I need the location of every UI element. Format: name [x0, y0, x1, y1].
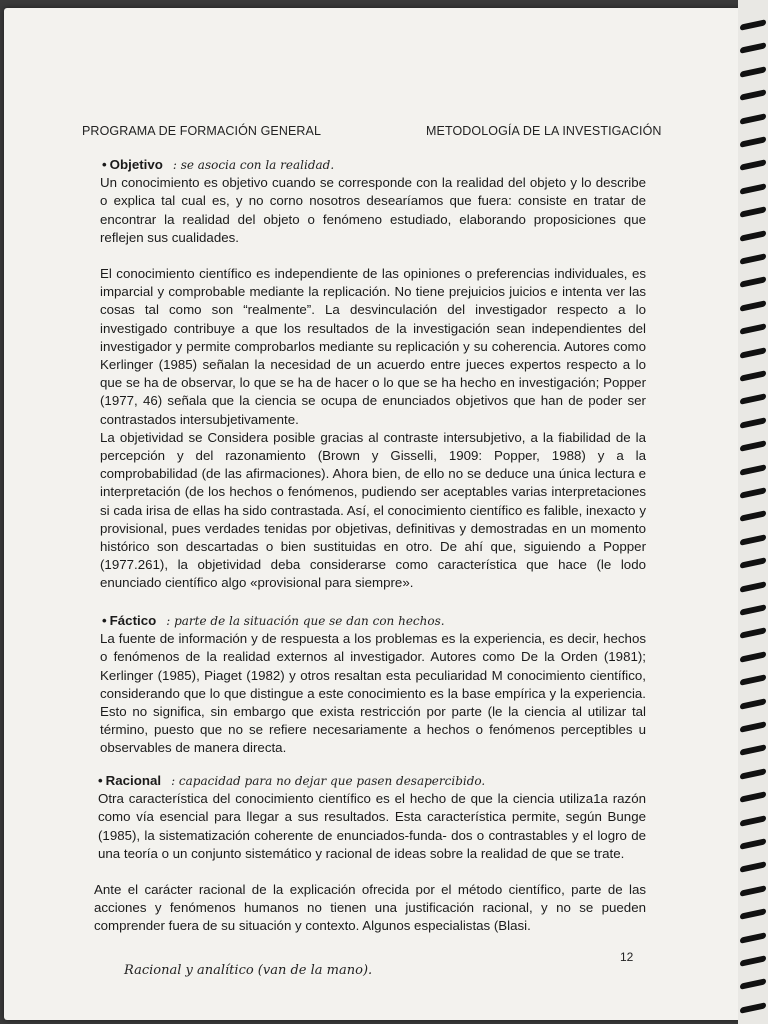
paragraph-racional-1: Otra característica del conocimiento científico es el hecho de que la ciencia utiliza1a razón como vía esencial para llegar a sus resultados. Esta característica permite, según Bunge (1985), la sistematización coherente de enunciados-funda- dos o contrastables y el logro de una teoría o un conjunto sistemático y racional de ideas sobre la realidad de que se trate. — [98, 791, 646, 861]
spiral-coil — [740, 347, 766, 359]
spiral-coil — [740, 160, 766, 172]
spiral-coil — [740, 206, 766, 218]
spiral-coil — [740, 464, 766, 476]
spiral-coil — [740, 277, 766, 289]
spiral-coil — [740, 417, 766, 429]
heading-objetivo: Objetivo — [109, 157, 163, 172]
handwritten-note-factico: : parte de la situación que se dan con hechos. — [166, 614, 445, 628]
spiral-coil — [740, 370, 766, 382]
spiral-coil — [740, 89, 766, 101]
spiral-coil — [740, 932, 766, 944]
spiral-coil — [740, 721, 766, 733]
spiral-coil — [740, 511, 766, 523]
spiral-coil — [740, 230, 766, 242]
spiral-coil — [740, 628, 766, 640]
section-racional — [94, 772, 646, 936]
header-subject: METODOLOGÍA DE LA INVESTIGACIÓN — [426, 124, 662, 138]
paragraph-factico-1: La fuente de información y de respuesta a los problemas es la experiencia, es decir, hechos o fenómenos de la realidad externos al investigador. Autores como De la Orden (1981); Kerlinger (1985), Piaget (1982) y otros resaltan esta peculiaridad M conocimiento científico, considerando que lo que distingue a este conocimiento es la base empírica y la experiencia. Esto no significa, sin embargo que exista restricción por parte (le la ciencia al utilizar tal término, puesto que no se refiere necesariamente a hechos o fenómenos perceptibles u observables de manera directa. — [100, 631, 646, 756]
spiral-coil — [740, 394, 766, 406]
spiral-coil — [740, 698, 766, 710]
spiral-coil — [740, 581, 766, 593]
spiral-coil — [740, 300, 766, 312]
spiral-coil — [740, 557, 766, 569]
spiral-coil — [740, 136, 766, 148]
paragraph-objetivo-3: La objetividad se Considera posible gracias al contraste intersubjetivo, a la fiabilidad de la percepción y del razonamiento (Brown y Gisselli, 1909: Popper, 1988) y a la comprobabilidad (de las afirmaciones). Ahora bien, de ello no se deduce una única lectura e interpretación (de los hechos o fenómenos, pudiendo ser aceptables varias interpretaciones si cada irisa de ellas ha sido contrastada. Así, el conocimiento científico es falible, inexacto y provisional, pues verdades tenidas por objetivas, definitivas y demostradas en un momento histórico son descartadas o bien sustituidas en otro. De ahí que, siguiendo a Popper (1977.261), la objetividad deba considerarse como característica que hace (le lodo enunciado científico algo «provisional para siempre». — [100, 429, 646, 591]
section-objetivo — [100, 156, 646, 593]
spiral-coil — [740, 604, 766, 616]
heading-racional: Racional — [105, 773, 162, 788]
paragraph-racional-2: Ante el carácter racional de la explicación ofrecida por el método científico, parte de las acciones y fenómenos humanos no tienen una justificación racional, y no se pueden comprender fuera de su situación y contexto. Algunos especialistas (Blasi. — [94, 882, 646, 934]
spiral-coil — [740, 979, 766, 991]
section-factico — [100, 612, 646, 758]
spiral-coil — [740, 908, 766, 920]
spiral-coil — [740, 19, 766, 31]
handwritten-note-objetivo: : se asocia con la realidad. — [172, 158, 335, 172]
spiral-coil — [740, 113, 766, 125]
handwritten-footer-note: Racional y analítico (van de la mano). — [124, 963, 373, 978]
spiral-coil — [740, 487, 766, 499]
spiral-coil — [740, 838, 766, 850]
spiral-coil — [740, 534, 766, 546]
spiral-coil — [740, 955, 766, 967]
spiral-coil — [740, 885, 766, 897]
spiral-coil — [740, 253, 766, 265]
spiral-coil — [740, 440, 766, 452]
spiral-coil — [740, 43, 766, 55]
spiral-coil — [740, 674, 766, 686]
page-number: 12 — [620, 950, 634, 964]
spiral-coil — [740, 815, 766, 827]
spiral-coil — [740, 862, 766, 874]
bullet-factico: • — [102, 613, 107, 628]
spiral-coil — [740, 1002, 766, 1014]
spiral-coil — [740, 183, 766, 195]
spiral-coil — [740, 791, 766, 803]
spiral-coil — [740, 651, 766, 663]
paragraph-objetivo-2: El conocimiento científico es independiente de las opiniones o preferencias individuales, es imparcial y comprobable mediante la replicación. No tiene prejuicios juicios e intenta ver las cosas tal como son “realmente”. La desvinculación del investigador respecto a lo investigado contribuye a que los resultados de la investigación sean independientes del investigador y permite comprobarlos mediante su replicación y su coherencia. Autores como Kerlinger (1985) señalan la necesidad de un acuerdo entre jueces expertos respecto a lo que se ha de observar, lo que se ha de hacer o lo que se ha hecho en investigación; Popper (1977, 46) señala que la ciencia se ocupa de enunciados objetivos que han de poder ser contrastados intersubjetivamente. — [100, 266, 646, 427]
heading-factico: Fáctico — [109, 613, 157, 628]
spiral-coil — [740, 66, 766, 78]
spiral-coil — [740, 768, 766, 780]
spiral-coil — [740, 323, 766, 335]
handwritten-note-racional: : capacidad para no dejar que pasen desapercibido. — [171, 774, 486, 788]
spiral-binding — [738, 0, 768, 1024]
header-program: PROGRAMA DE FORMACIÓN GENERAL — [82, 124, 322, 138]
paragraph-objetivo-1: Un conocimiento es objetivo cuando se corresponde con la realidad del objeto y lo describe o explica tal cual es, y no corno nosotros desearíamos que fuera: consiste en tratar de encontrar la realidad del objeto o fenómeno estudiado, elaborando proposiciones que reflejen sus cualidades. — [100, 175, 646, 245]
bullet-racional: • — [98, 773, 103, 788]
spiral-coil — [740, 745, 766, 757]
bullet-objetivo: • — [102, 157, 107, 172]
